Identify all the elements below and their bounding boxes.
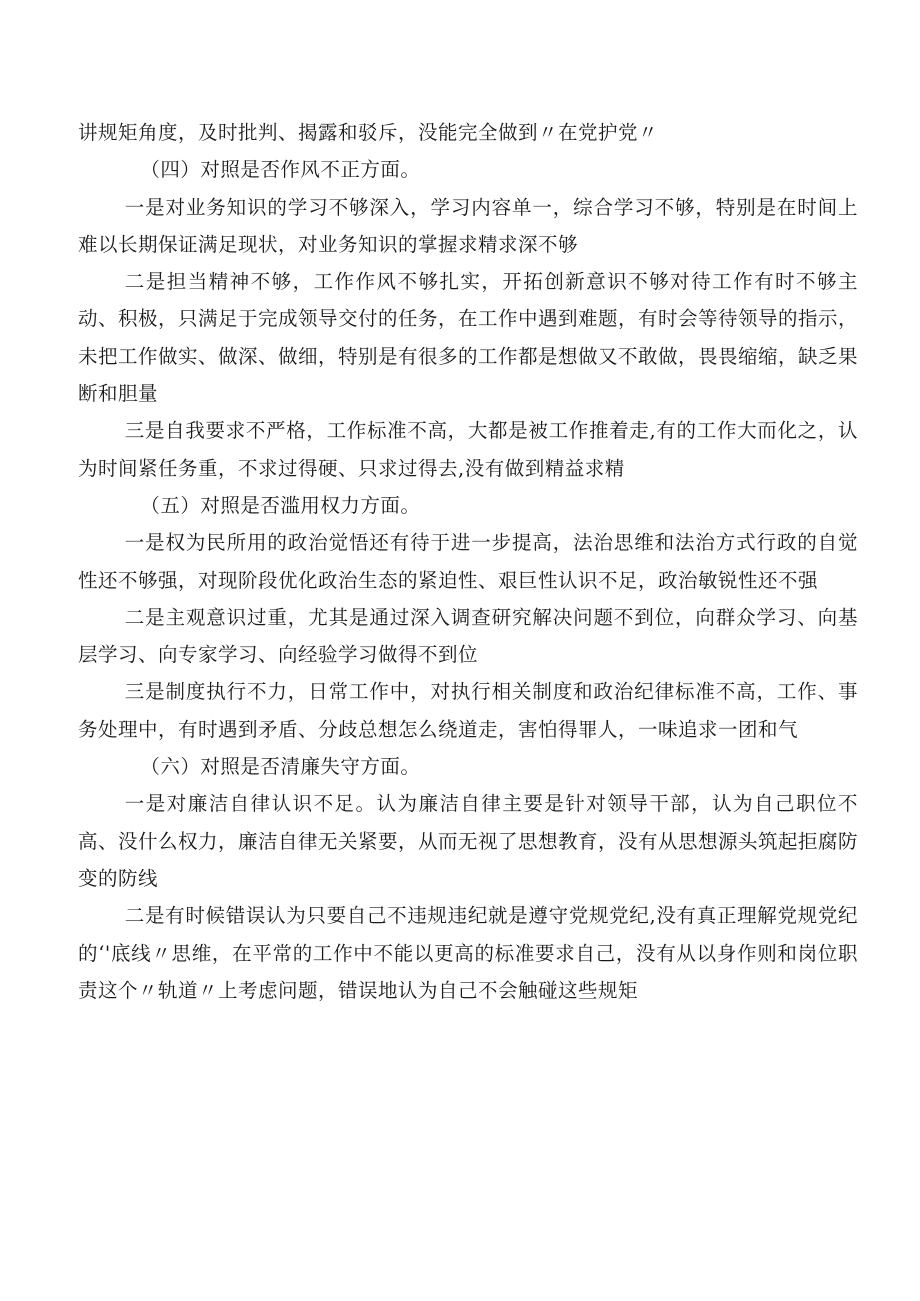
document-body: [78, 114, 858, 1009]
paragraph: 二是有时候错误认为只要自己不违规违纪就是遵守党规党纪,没有真正理解党规党纪的‘'底线〃思维，在平常的工作中不能以更高的标准要求自己，没有从以身作则和岗位职责这个〃轨道〃上考虑问题，错误地认为自己不会触碰这些规矩: [78, 904, 858, 1002]
section-heading-five: （五）对照是否滥用权力方面。: [140, 493, 421, 517]
paragraph: 三是制度执行不力，日常工作中，对执行相关制度和政治纪律标准不高，工作、事务处理中，有时遇到矛盾、分歧总想怎么绕道走，害怕得罪人，一味追求一团和气: [78, 680, 858, 741]
paragraph: 一是对业务知识的学习不够深入，学习内容单一，综合学习不够，特别是在时间上难以长期保证满足现状，对业务知识的掌握求精求深不够: [78, 195, 858, 256]
section-heading-six: （六）对照是否清廉失守方面。: [140, 755, 421, 779]
paragraph: 二是主观意识过重，尤其是通过深入调查研究解决问题不到位，向群众学习、向基层学习、向专家学习、向经验学习做得不到位: [78, 605, 858, 667]
paragraph: 二是担当精神不够，工作作风不够扎实，开拓创新意识不够对待工作有时不够主动、积极，只满足于完成领导交付的任务，在工作中遇到难题，有时会等待领导的指示，未把工作做实、做深、做细，特别是有很多的工作都是想做又不敢做，畏畏缩缩，缺乏果断和胆量: [78, 270, 859, 406]
paragraph: 三是自我要求不严格，工作标准不高，大都是被工作推着走,有的工作大而化之，认为时间紧任务重，不求过得硬、只求过得去,没有做到精益求精: [78, 419, 858, 480]
section-heading-four: （四）对照是否作风不正方面。: [140, 158, 421, 182]
paragraph: 一是权为民所用的政治觉悟还有待于进一步提高，法治思维和法治方式行政的自觉性还不够强，对现阶段优化政治生态的紧迫性、艰巨性认识不足，政治敏锐性还不强: [78, 531, 858, 592]
paragraph-continuation: 讲规矩角度，及时批判、揭露和驳斥，没能完全做到〃在党护党〃: [78, 121, 659, 144]
paragraph: 一是对廉洁自律认识不足。认为廉洁自律主要是针对领导干部，认为自己职位不高、没什么权力，廉洁自律无关紧要，从而无视了思想教育，没有从思想源头筑起拒腐防变的防线: [78, 792, 859, 890]
